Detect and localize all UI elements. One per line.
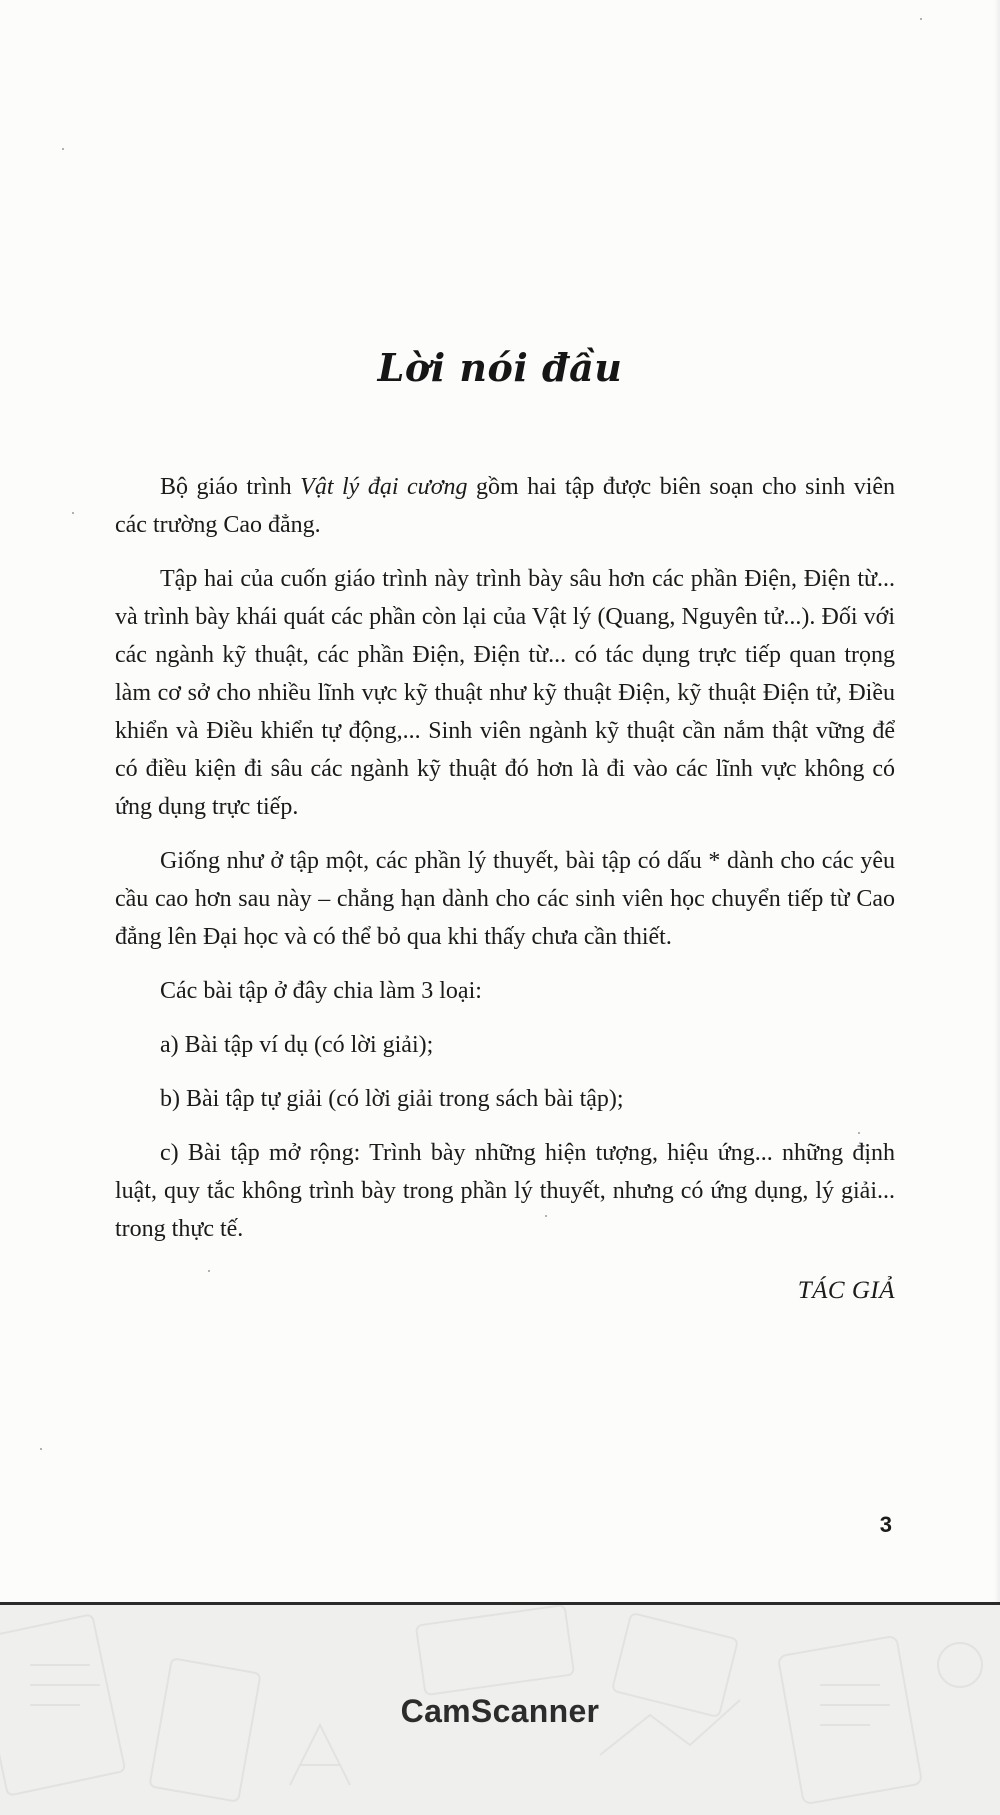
- book-title: Vật lý đại cương: [300, 474, 468, 500]
- paragraph-4: Các bài tập ở đây chia làm 3 loại:: [160, 978, 482, 1004]
- author-signature: TÁC GIẢ: [797, 1277, 895, 1304]
- scan-speck: [920, 18, 922, 20]
- paragraph-3: Giống như ở tập một, các phần lý thuyết, bài tập có dấu * dành cho các yêu cầu cao hơn sau này – chẳng hạn dành cho các sinh viên học chuyển tiếp từ Cao đẳng lên Đại học và có thể bỏ qua khi thấy chưa cần thiết.: [115, 848, 895, 950]
- paragraph-1-start: Bộ giáo trình: [160, 474, 301, 500]
- scan-speck: [40, 1448, 42, 1450]
- page-edge-shadow: [994, 0, 1000, 1602]
- page-title: Lời nói đầu: [377, 345, 623, 390]
- paragraph-1-end: gồm hai tập được biên soạn cho sinh viên các trường Cao đẳng.: [115, 474, 896, 538]
- preface-body: [115, 468, 895, 1248]
- scanner-footer: [0, 1605, 1000, 1815]
- list-item-a: a) Bài tập ví dụ (có lời giải);: [160, 1032, 434, 1058]
- list-item-c: c) Bài tập mở rộng: Trình bày những hiện tượng, hiệu ứng... những định luật, quy tắc không trình bày trong phần lý thuyết, nhưng có ứng dụng, lý giải... trong thực tế.: [115, 1140, 895, 1242]
- scan-speck: [72, 512, 74, 514]
- paragraph-2: Tập hai của cuốn giáo trình này trình bày sâu hơn các phần Điện, Điện từ... và trình bày khái quát các phần còn lại của Vật lý (Quang, Nguyên tử...). Đối với các ngành kỹ thuật, các phần Điện, Điện từ... có tác dụng trực tiếp quan trọng làm cơ sở cho nhiều lĩnh vực kỹ thuật như kỹ thuật Điện, kỹ thuật Điện tử, Điều khiển và Điều khiển tự động,... Sinh viên ngành kỹ thuật cần nắm thật vững để có điều kiện đi sâu các ngành kỹ thuật đó hơn là đi vào các lĩnh vực không có ứng dụng trực tiếp.: [115, 566, 895, 820]
- paragraph-1: [115, 468, 895, 544]
- page-number: 3: [879, 1512, 892, 1537]
- scan-speck: [62, 148, 64, 150]
- camscanner-logo-text: CamScanner: [400, 1693, 600, 1729]
- list-item-b: b) Bài tập tự giải (có lời giải trong sách bài tập);: [160, 1086, 624, 1112]
- scan-speck: [208, 1270, 210, 1272]
